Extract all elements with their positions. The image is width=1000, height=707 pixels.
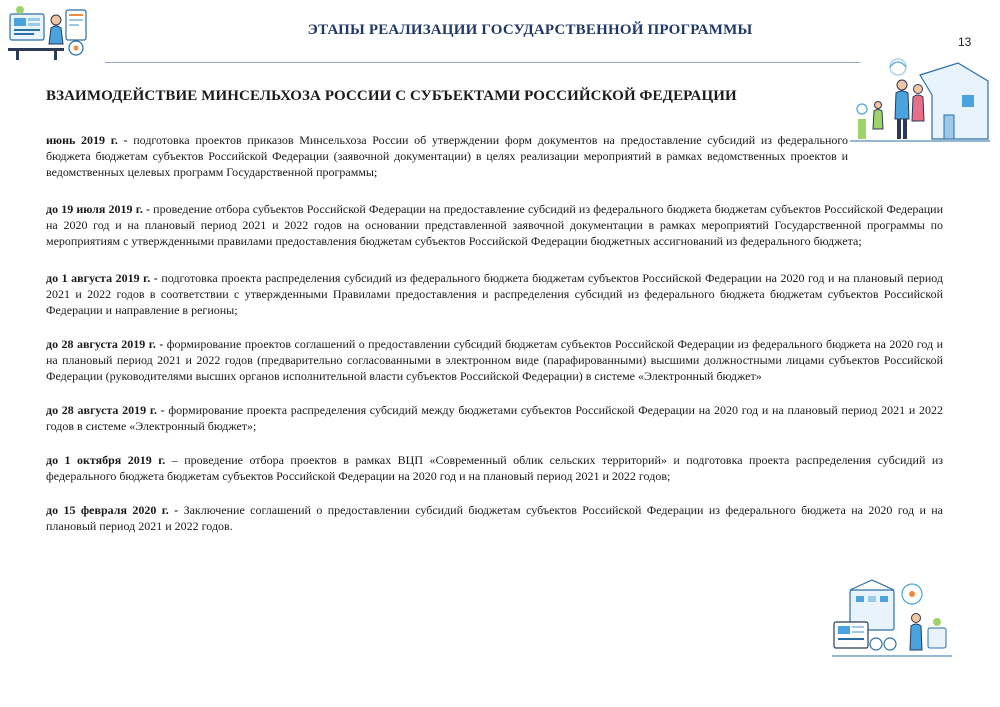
item-date: июнь 2019 г. -	[46, 133, 128, 147]
item-date: до 1 августа 2019 г. -	[46, 271, 158, 285]
office-illustration-icon	[6, 4, 92, 62]
stages-list	[46, 132, 943, 534]
list-item	[46, 502, 943, 534]
list-item	[46, 132, 848, 180]
list-item	[46, 201, 943, 249]
list-item	[46, 402, 943, 434]
item-text: проведение отбора субъектов Российской Федерации на предоставление субсидий из федерального бюджета бюджетам субъектов Российской Федерации на 2020 год и на плановый период 2021 и 2022 годов на основании представленной заявочной документации в рамках мероприятий Государственной программы по мероприятиям с утвержденными правилами предоставления бюджетам субъектов Российской Федерации бюджетных ассигнований из федерального бюджета;	[46, 202, 944, 248]
header-title: ЭТАПЫ РЕАЛИЗАЦИИ ГОСУДАРСТВЕННОЙ ПРОГРАММЫ	[307, 22, 753, 38]
item-date: до 19 июля 2019 г. -	[46, 202, 150, 216]
item-text: формирование проекта распределения субсидий между бюджетами субъектов Российской Федерации на 2020 год и на плановый период 2021 и 2022 годов в системе «Электронный бюджет»;	[46, 403, 943, 433]
list-item	[46, 270, 943, 318]
item-text: подготовка проектов приказов Минсельхоза России об утверждении форм документов на предоставление субсидий из федерального бюджета бюджетам субъектов Российской Федерации (заявочной документации) в целях реализации мероприятий в рамках ведомственных проектов и ведомственных целевых программ Государственной программы;	[46, 133, 848, 179]
list-item	[46, 452, 943, 484]
item-text: формирование проектов соглашений о предоставлении субсидий бюджетам субъектов Российской Федерации из федерального бюджета на 2020 год и на плановый период 2021 и 2022 годов (предварительно согласованными в электронном виде (парафированными) высшими должностными лицами субъектов Российской Федерации (руководителями высших органов исполнительной власти субъектов Российской Федерации) в системе «Электронный бюджет»	[46, 337, 943, 383]
item-date: до 1 октября 2019 г.	[46, 453, 166, 467]
item-date: до 28 августа 2019 г. -	[46, 337, 164, 351]
item-date: до 15 февраля 2020 г. -	[46, 503, 179, 517]
section-title: ВЗАИМОДЕЙСТВИЕ МИНСЕЛЬХОЗА РОССИИ С СУБЪЕКТАМИ РОССИЙСКОЙ ФЕДЕРАЦИИ	[46, 88, 737, 104]
item-text: – проведение отбора проектов в рамках ВЦП «Современный облик сельских территорий» и подготовка проекта распределения субсидий из федерального бюджета бюджетам субъектов Российской Федерации на 2020 год и на плановый период 2021 и 2022 годов;	[46, 453, 944, 483]
page-number: 13	[958, 35, 972, 49]
item-date: до 28 августа 2019 г. -	[46, 403, 165, 417]
item-text: подготовка проекта распределения субсидий из федерального бюджета бюджетам субъектов Российской Федерации на 2020 год и на плановый период 2021 и 2022 годов в соответствии с утвержденными Правилами предоставления и распределения субсидий из федерального бюджета бюджетам субъектов Российской Федерации и направление в регионы;	[46, 271, 944, 317]
list-item	[46, 336, 943, 384]
item-text: Заключение соглашений о предоставлении субсидий бюджетам субъектов Российской Федерации из федерального бюджета на 2020 год и на плановый период 2021 и 2022 годов.	[46, 503, 944, 533]
city-services-illustration-icon	[832, 578, 952, 660]
header-divider	[105, 62, 860, 63]
